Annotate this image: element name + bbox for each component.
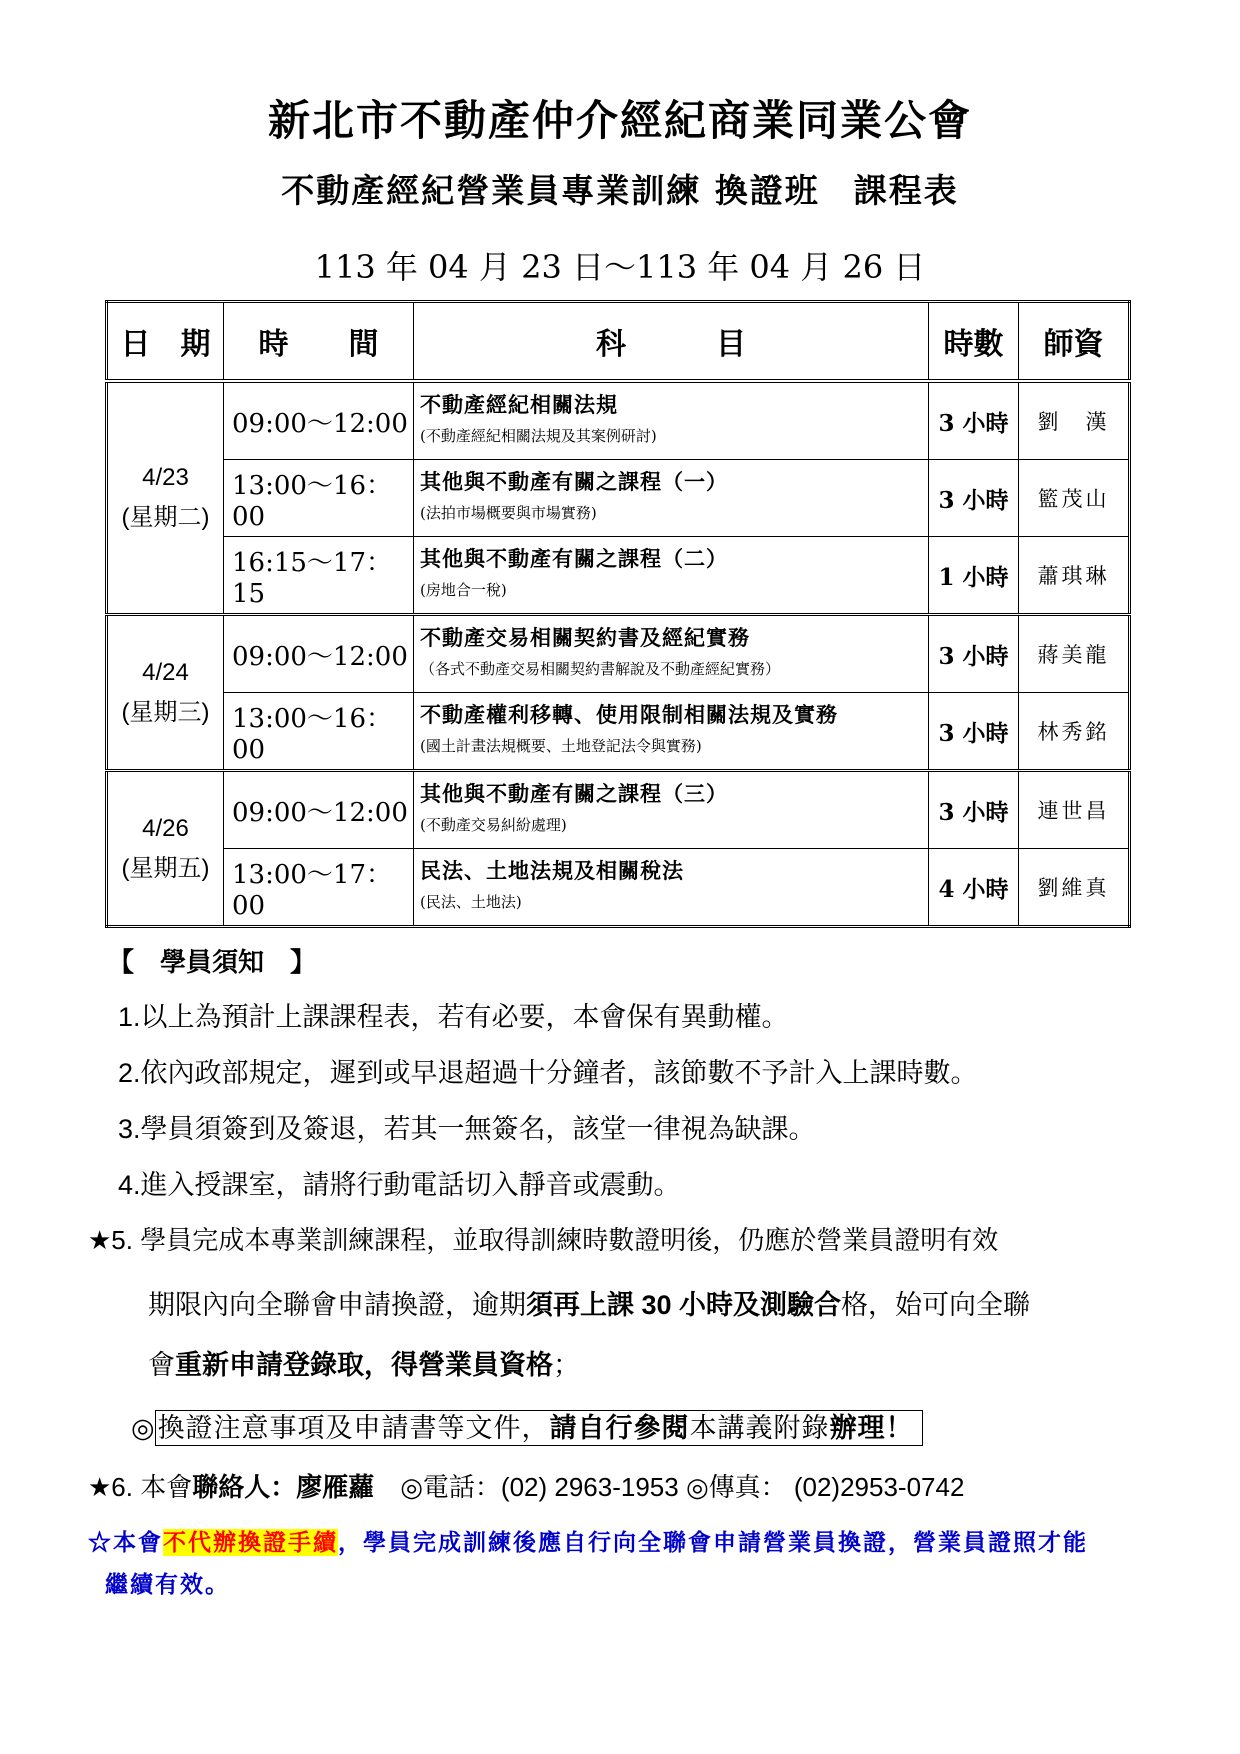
day-weekday: (星期五) — [121, 854, 210, 882]
subject-title: 民法、土地法規及相關稅法 — [420, 858, 684, 883]
session-subject — [414, 849, 929, 927]
session-teacher: 劉維真 — [1019, 849, 1130, 927]
text: 會 — [148, 1350, 175, 1380]
note-item-5-line3 — [148, 1343, 580, 1382]
session-teacher: 連世昌 — [1019, 771, 1130, 849]
session-time: 09:00～12:00 — [224, 381, 414, 460]
table-header-row — [107, 302, 1130, 382]
session-hours: 3 小時 — [929, 693, 1019, 771]
session-subject — [414, 693, 929, 771]
session-subject — [414, 537, 929, 615]
text: ； — [553, 1350, 580, 1380]
session-teacher: 籃茂山 — [1019, 460, 1130, 537]
table-row — [107, 537, 1130, 615]
table-row — [107, 615, 1130, 693]
day-cell — [107, 771, 224, 927]
session-time: 13:00～16：00 — [224, 460, 414, 537]
session-time: 09:00～12:00 — [224, 771, 414, 849]
session-hours: 3 小時 — [929, 460, 1019, 537]
text: 換證注意事項及申請書等文件， — [157, 1413, 550, 1443]
note-item: 1.以上為預計上課課程表，若有必要，本會保有異動權。 — [118, 1002, 789, 1032]
emphasis-text: 重新申請登錄取，得營業員資格 — [175, 1350, 553, 1380]
highlighted-warning: 不代辦換證手續 — [163, 1529, 338, 1556]
session-time: 13:00～17：00 — [224, 849, 414, 927]
header-time: 時 間 — [224, 302, 414, 382]
renewal-notice-box — [155, 1410, 923, 1446]
session-subject — [414, 771, 929, 849]
subject-detail: (國土計畫法規概要、土地登記法令與實務) — [420, 737, 702, 755]
session-teacher: 劉 漢 — [1019, 381, 1130, 460]
date-range: 113 年 04 月 23 日～113 年 04 月 26 日 — [314, 248, 926, 286]
header-hours: 時數 — [929, 302, 1019, 382]
header-date: 日 期 — [107, 302, 224, 382]
day-date: 4/24 — [142, 658, 189, 686]
emphasis-text: 須再上課 30 小時及測驗合 — [526, 1290, 842, 1320]
day-group — [107, 381, 1130, 615]
notes-title: 【 學員須知 】 — [108, 947, 317, 977]
session-subject — [414, 381, 929, 460]
organization-title: 新北市不動產仲介經紀商業同業公會 — [267, 96, 972, 145]
circle-bullet-icon: ◎ — [131, 1413, 155, 1443]
session-hours: 3 小時 — [929, 771, 1019, 849]
warning-line1 — [88, 1524, 1088, 1557]
text: ★6. 本會 — [88, 1472, 193, 1502]
contact-person: 聯絡人：廖雁蘿 — [192, 1472, 375, 1502]
table-row — [107, 693, 1130, 771]
session-teacher: 蔣美龍 — [1019, 615, 1130, 693]
subject-title: 其他與不動產有關之課程（一） — [420, 469, 728, 494]
session-hours: 3 小時 — [929, 615, 1019, 693]
day-cell — [107, 615, 224, 771]
session-time: 16:15～17：15 — [224, 537, 414, 615]
table-row — [107, 381, 1130, 460]
note-item: 2.依內政部規定，遲到或早退超過十分鐘者，該節數不予計入上課時數。 — [118, 1058, 978, 1088]
table-row — [107, 849, 1130, 927]
header-subject: 科 目 — [414, 302, 929, 382]
contact-phone-fax: ◎電話：(02) 2963-1953 ◎傳真： (02)2953-0742 — [374, 1472, 965, 1502]
subject-detail: (民法、土地法) — [420, 893, 522, 911]
session-subject — [414, 615, 929, 693]
course-title — [0, 165, 1240, 212]
subject-detail: (法拍市場概要與市場實務) — [420, 504, 597, 522]
day-date: 4/23 — [142, 464, 189, 491]
session-subject — [414, 460, 929, 537]
session-time: 13:00～16：00 — [224, 693, 414, 771]
subject-detail: （各式不動產交易相關契約書解說及不動產經紀實務） — [420, 660, 781, 678]
table-row — [107, 460, 1130, 537]
subject-title: 不動產權利移轉、使用限制相關法規及實務 — [420, 702, 838, 727]
note-item-5-line1: ★5. 學員完成本專業訓練課程，並取得訓練時數證明後，仍應於營業員證明有效 — [88, 1225, 999, 1255]
session-teacher: 林秀銘 — [1019, 693, 1130, 771]
text: 本講義附錄 — [689, 1413, 830, 1443]
header-teacher: 師資 — [1019, 302, 1130, 382]
day-weekday: (星期三) — [121, 698, 210, 726]
warning-line2: 繼續有效。 — [105, 1571, 230, 1598]
subject-title: 不動產交易相關契約書及經紀實務 — [420, 625, 750, 650]
subject-title: 其他與不動產有關之課程（二） — [420, 546, 728, 571]
course-title-schedule: 課程表 — [853, 171, 959, 210]
day-date: 4/26 — [142, 814, 189, 842]
text: ☆本會 — [88, 1529, 163, 1556]
schedule-table — [105, 300, 1131, 928]
session-teacher: 蕭琪琳 — [1019, 537, 1130, 615]
subject-detail: (不動產交易糾紛處理) — [420, 816, 567, 834]
day-weekday: (星期二) — [121, 504, 210, 531]
note-item: 4.進入授課室，請將行動電話切入靜音或震動。 — [118, 1170, 681, 1200]
subject-title: 不動產經紀相關法規 — [420, 392, 618, 417]
session-hours: 1 小時 — [929, 537, 1019, 615]
subject-detail: (房地合一稅) — [420, 581, 507, 599]
contact-line — [88, 1467, 964, 1504]
subject-detail: (不動產經紀相關法規及其案例研討) — [420, 427, 657, 445]
renewal-notice — [131, 1406, 923, 1445]
text: 格，始可向全聯 — [841, 1290, 1031, 1320]
session-hours: 4 小時 — [929, 849, 1019, 927]
text: ，學員完成訓練後應自行向全聯會申請營業員換證，營業員證照才能 — [338, 1529, 1088, 1556]
table-row — [107, 771, 1130, 849]
day-group — [107, 615, 1130, 771]
text: 期限內向全聯會申請換證，逾期 — [148, 1290, 526, 1320]
subject-title: 其他與不動產有關之課程（三） — [420, 781, 728, 806]
day-cell — [107, 381, 224, 615]
session-time: 09:00～12:00 — [224, 615, 414, 693]
emphasis-text: 辦理！ — [829, 1413, 914, 1443]
session-hours: 3 小時 — [929, 381, 1019, 460]
note-item: 3.學員須簽到及簽退，若其一無簽名，該堂一律視為缺課。 — [118, 1114, 816, 1144]
note-item-5-line2 — [148, 1283, 1030, 1322]
emphasis-text: 請自行參閱 — [549, 1413, 690, 1443]
course-title-main: 不動產經紀營業員專業訓練 換證班 — [281, 171, 820, 210]
day-group — [107, 771, 1130, 927]
